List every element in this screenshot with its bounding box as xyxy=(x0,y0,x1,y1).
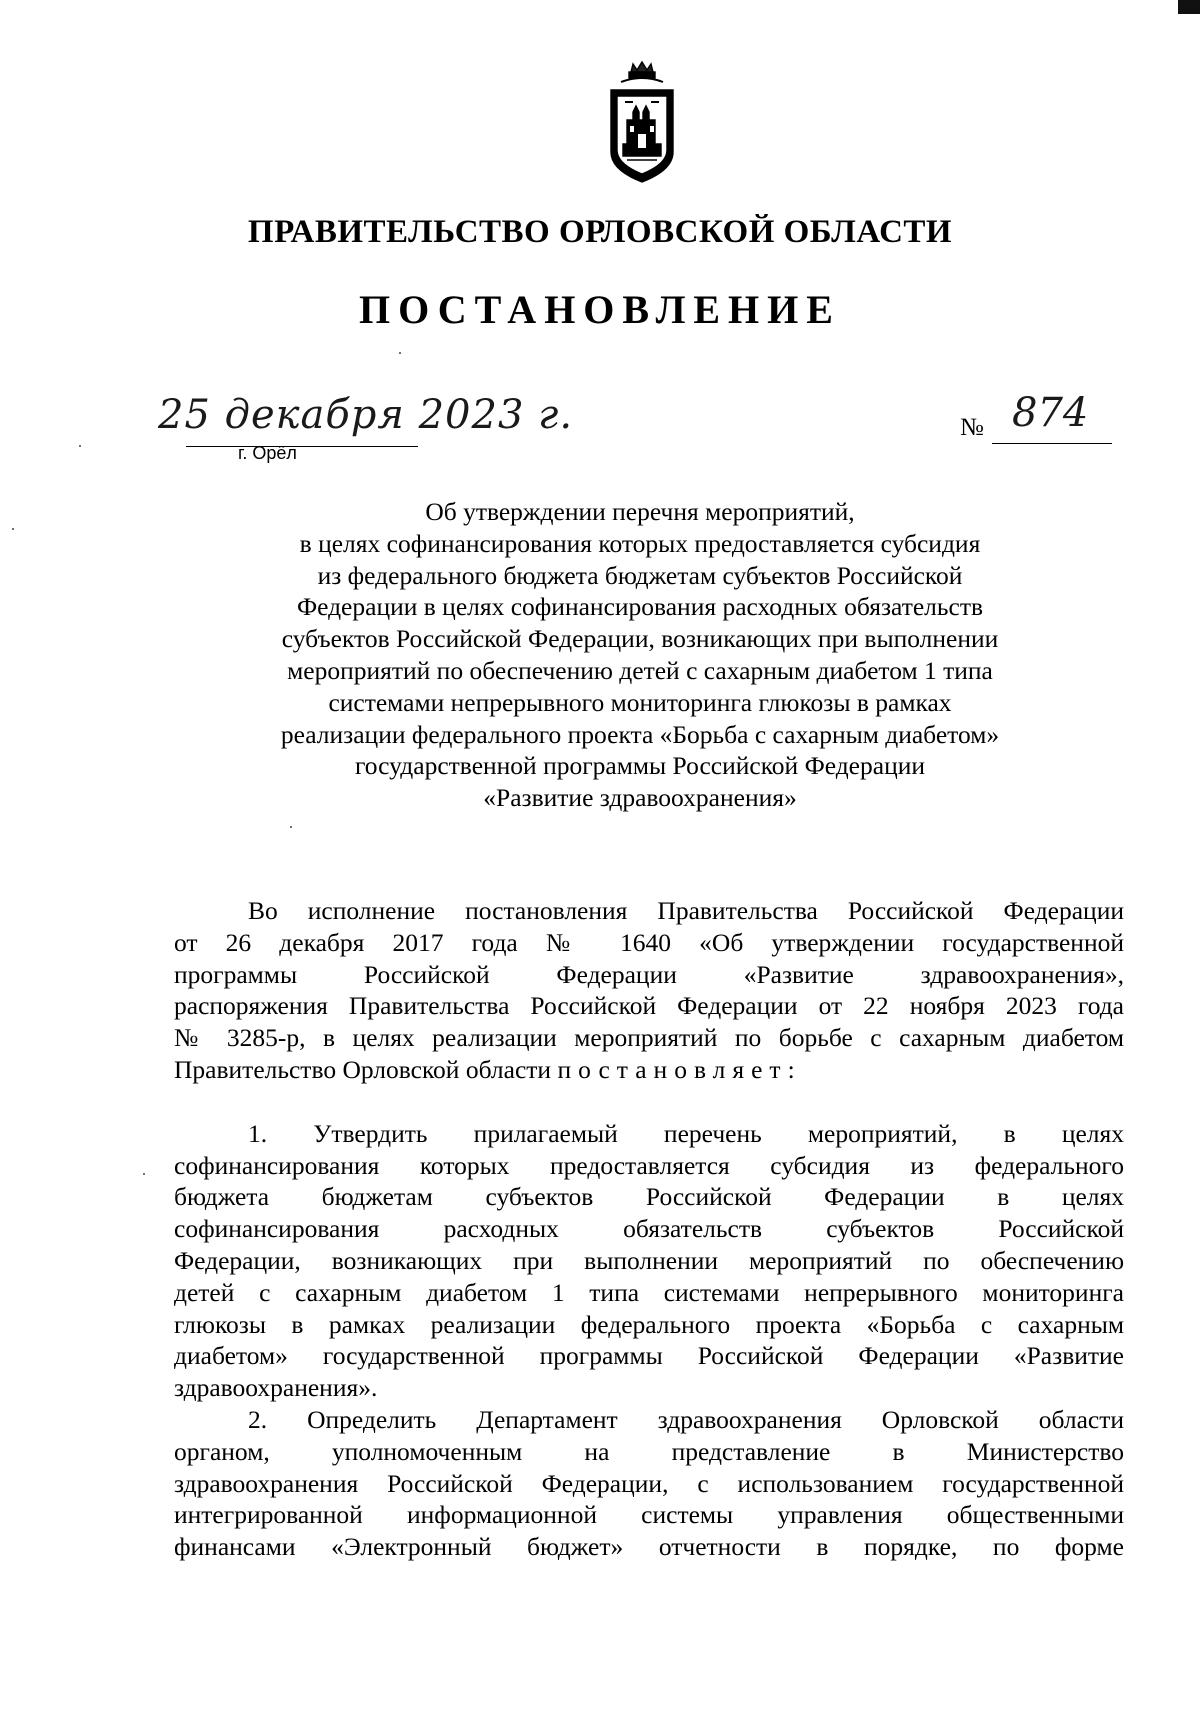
subject-line: в целях софинансирования которых предоставляется субсидия xyxy=(299,528,981,558)
subject-line: реализации федерального проекта «Борьба с сахарным диабетом» xyxy=(280,719,1000,749)
body-line: Во исполнение постановления Правительства Российской Федерации xyxy=(248,896,1124,925)
paragraph-gap xyxy=(174,1086,1124,1118)
preamble-paragraph xyxy=(174,895,1124,1086)
subject-line: «Развитие здравоохранения» xyxy=(483,783,797,813)
document-subject xyxy=(210,496,1070,814)
scan-speck xyxy=(143,1173,145,1175)
number-underline xyxy=(992,443,1112,444)
body-line: органом, уполномоченным на представление в Министерство xyxy=(174,1436,1124,1466)
subject-line: государственной программы Российской Федерации xyxy=(354,751,926,781)
body-line: софинансирования расходных обязательств субъектов Российской xyxy=(174,1214,1124,1244)
body-line: здравоохранения». xyxy=(174,1373,378,1403)
body-line: детей с сахарным диабетом 1 типа системами непрерывного мониторинга xyxy=(174,1277,1124,1307)
body-line: здравоохранения Российской Федерации, с использованием государственной xyxy=(174,1468,1124,1498)
subject-line: Об утверждении перечня мероприятий, xyxy=(425,497,855,526)
date-underline xyxy=(186,446,418,447)
body-line: диабетом» государственной программы Российской Федерации «Развитие xyxy=(174,1341,1124,1371)
body-line: № 3285-р, в целях реализации мероприятий по борьбе с сахарным диабетом xyxy=(174,1023,1124,1053)
subject-line: мероприятий по обеспечению детей с сахарным диабетом 1 типа xyxy=(287,655,993,685)
scan-speck xyxy=(399,352,401,354)
scan-speck xyxy=(12,528,14,530)
handwritten-date: 25 декабря 2023 г. xyxy=(158,392,574,438)
document-type-title: ПОСТАНОВЛЕНИЕ xyxy=(359,287,841,332)
body-line: от 26 декабря 2017 года № 1640 «Об утверждении государственной xyxy=(174,927,1124,957)
body-line: интегрированной информационной системы управления общественными xyxy=(174,1500,1124,1530)
body-line xyxy=(174,1054,1124,1086)
handwritten-number: 874 xyxy=(1012,390,1089,436)
body-line: Федерации, возникающих при выполнении мероприятий по обеспечению xyxy=(174,1245,1124,1275)
subject-line: Федерации в целях софинансирования расходных обязательств xyxy=(296,592,984,622)
scan-edge-mark xyxy=(1178,0,1200,14)
subject-line: субъектов Российской Федерации, возникающих при выполнении xyxy=(281,624,999,654)
decree-subject: Правительство Орловской области xyxy=(174,1054,552,1084)
body-line: программы Российской Федерации «Развитие здравоохранения», xyxy=(174,959,1124,989)
body-line: финансами «Электронный бюджет» отчетности в порядке, по форме xyxy=(174,1532,1124,1562)
item-2-paragraph xyxy=(174,1404,1124,1563)
decree-word: постановляет: xyxy=(557,1054,802,1084)
orel-oblast-coat-of-arms-icon xyxy=(603,60,681,184)
body-line: 2. Определить Департамент здравоохранения Орловской области xyxy=(248,1404,1124,1434)
organization-name: ПРАВИТЕЛЬСТВО ОРЛОВСКОЙ ОБЛАСТИ xyxy=(247,214,953,250)
subject-line: системами непрерывного мониторинга глюкозы в рамках xyxy=(328,687,952,717)
document-body xyxy=(174,895,1124,1563)
subject-line: из федерального бюджета бюджетам субъектов Российской xyxy=(317,560,963,590)
body-line: 1. Утвердить прилагаемый перечень мероприятий, в целях xyxy=(248,1118,1124,1148)
city-label: г. Орёл xyxy=(238,443,297,463)
body-line: глюкозы в рамках реализации федерального проекта «Борьба с сахарным xyxy=(174,1309,1124,1339)
scan-speck xyxy=(79,445,81,447)
body-line: бюджета бюджетам субъектов Российской Федерации в целях xyxy=(174,1182,1124,1212)
body-line: распоряжения Правительства Российской Федерации от 22 ноября 2023 года xyxy=(174,991,1124,1021)
scan-speck xyxy=(290,826,292,828)
item-1-paragraph xyxy=(174,1118,1124,1404)
number-label: № xyxy=(960,414,984,441)
body-line: софинансирования которых предоставляется субсидия из федерального xyxy=(174,1150,1124,1180)
